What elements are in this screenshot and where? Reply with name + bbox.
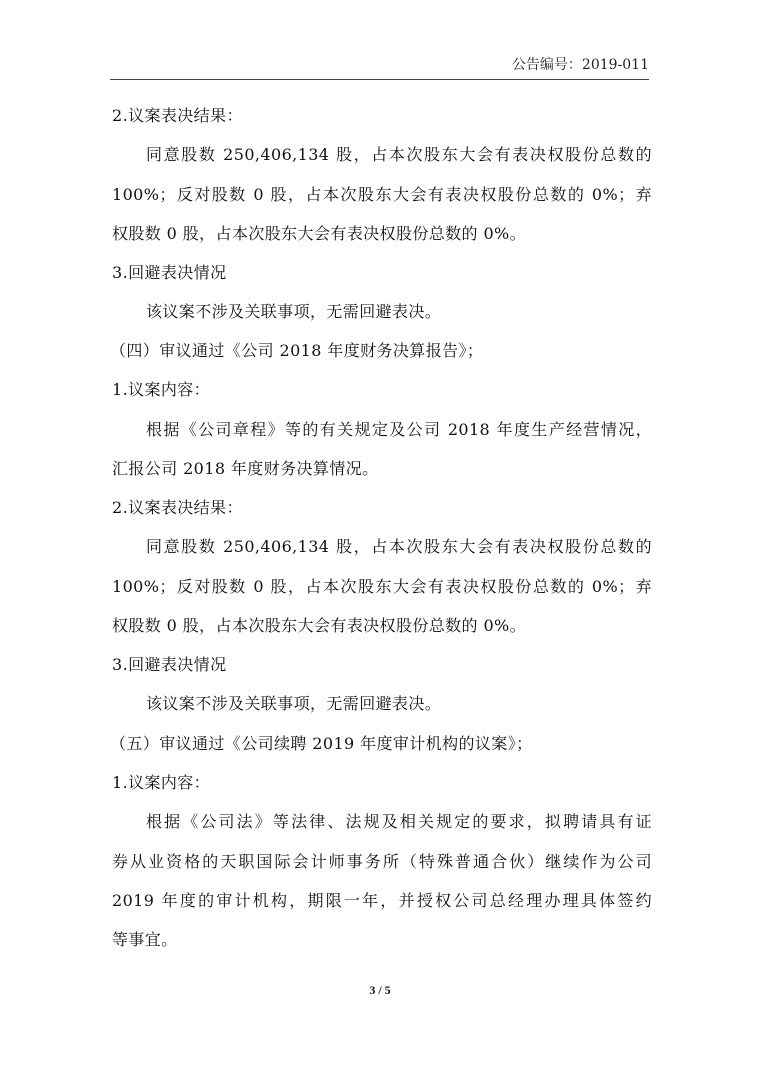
paragraph-line: 该议案不涉及关联事项，无需回避表决。 [146, 694, 442, 713]
paragraph-line: 汇报公司 2018 年度财务决算情况。 [112, 459, 379, 478]
paragraph-line: 同意股数 250,406,134 股，占本次股东大会有表决权股份总数的 [146, 145, 652, 164]
recusal-heading: 3.回避表决情况 [112, 263, 227, 282]
section-heading: （五）审议通过《公司续聘 2019 年度审计机构的议案》； [110, 734, 533, 753]
paragraph-line: 同意股数 250,406,134 股，占本次股东大会有表决权股份总数的 [146, 537, 652, 556]
proposal-content-heading: 1.议案内容： [112, 380, 211, 399]
header-rule [110, 79, 649, 80]
paragraph-line: 根据《公司法》等法律、法规及相关规定的要求，拟聘请具有证 [146, 812, 652, 831]
resolution-result-heading: 2.议案表决结果： [112, 106, 243, 125]
paragraph-line: 等事宜。 [112, 930, 178, 949]
page-number: 3 / 5 [369, 983, 391, 997]
proposal-content-heading: 1.议案内容： [112, 773, 211, 792]
paragraph-line: 100%；反对股数 0 股，占本次股东大会有表决权股份总数的 0%；弃 [112, 185, 652, 204]
paragraph-line: 权股数 0 股，占本次股东大会有表决权股份总数的 0%。 [112, 616, 527, 635]
section-heading: （四）审议通过《公司 2018 年度财务决算报告》； [110, 341, 484, 360]
resolution-result-heading: 2.议案表决结果： [112, 498, 243, 517]
recusal-heading: 3.回避表决情况 [112, 655, 227, 674]
paragraph-line: 100%；反对股数 0 股，占本次股东大会有表决权股份总数的 0%；弃 [112, 577, 652, 596]
paragraph-line: 2019 年度的审计机构，期限一年，并授权公司总经理办理具体签约 [112, 891, 652, 910]
paragraph-line: 该议案不涉及关联事项，无需回避表决。 [146, 302, 442, 321]
announcement-number: 公告编号：2019-011 [511, 57, 649, 73]
paragraph-line: 券从业资格的天职国际会计师事务所（特殊普通合伙）继续作为公司 [112, 852, 652, 871]
paragraph-line: 权股数 0 股，占本次股东大会有表决权股份总数的 0%。 [112, 224, 527, 243]
paragraph-line: 根据《公司章程》等的有关规定及公司 2018 年度生产经营情况， [146, 420, 652, 439]
